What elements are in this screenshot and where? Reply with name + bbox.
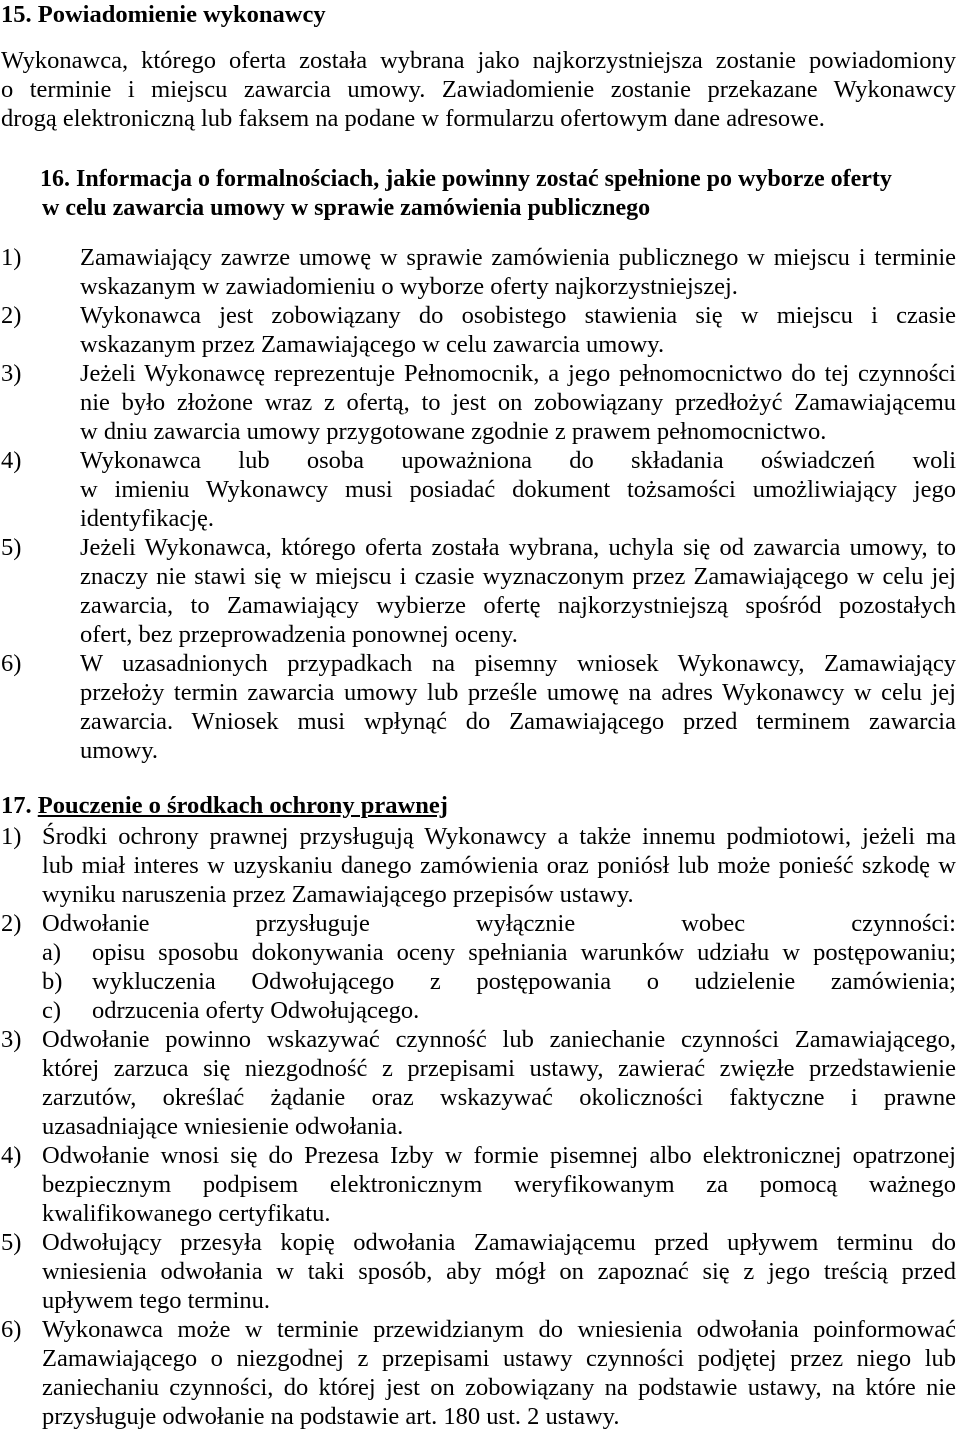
list-item	[0, 301, 960, 359]
list-item	[0, 822, 960, 909]
list-item	[0, 243, 960, 301]
text-line: lub miał interes w uzyskaniu danego zamówienia oraz poniósł lub może ponieść szkodę w	[42, 851, 956, 879]
section-number: 17.	[1, 791, 32, 819]
sub-item-letter: c)	[42, 996, 62, 1024]
item-number: 5)	[1, 533, 22, 561]
text-line: której zarzuca się niezgodność z przepisami ustawy, zawierać zwięzłe przedstawienie	[42, 1054, 956, 1082]
text-line: Środki ochrony prawnej przysługują Wykonawcy a także innemu podmiotowi, jeżeli ma	[42, 822, 956, 850]
section-number: 16.	[40, 166, 70, 192]
list-item	[0, 359, 960, 446]
item-text	[42, 1025, 956, 1141]
section-15-paragraph	[1, 46, 956, 133]
text-line: Odwołanie wnosi się do Prezesa Izby w formie pisemnej albo elektronicznej opatrzonej	[42, 1141, 956, 1169]
section-title: Informacja o formalnościach, jakie powinny zostać spełnione po wyborze oferty	[76, 166, 892, 192]
item-text	[42, 1141, 956, 1228]
item-text	[80, 359, 956, 446]
item-text	[80, 446, 956, 533]
text-line: nie było złożone wraz z ofertą, to jest on zobowiązany przedłożyć Zamawiającemu	[80, 388, 956, 416]
section-heading-line: w celu zawarcia umowy w sprawie zamówienia publicznego	[42, 195, 651, 221]
text-line: Wykonawca lub osoba upoważniona do składania oświadczeń woli	[80, 446, 956, 474]
sub-item	[42, 967, 956, 996]
text-line: Wykonawca, którego oferta została wybrana jako najkorzystniejsza zostanie powiadomiony	[1, 47, 956, 74]
item-number: 2)	[1, 909, 22, 937]
text-line: zarzutów, określać żądanie oraz wskazywać okoliczności faktyczne i prawne	[42, 1083, 956, 1111]
text-line: identyfikację.	[80, 504, 215, 532]
text-line: Jeżeli Wykonawca, którego oferta została wybrana, uchyla się od zawarcia umowy, to	[80, 533, 956, 561]
item-number: 4)	[1, 1141, 22, 1169]
section-title: Pouczenie o środkach ochrony prawnej	[37, 791, 448, 819]
item-text	[80, 649, 956, 765]
text-line: Jeżeli Wykonawcę reprezentuje Pełnomocnik, a jego pełnomocnictwo do tej czynności	[80, 359, 956, 387]
item-number: 4)	[1, 446, 22, 474]
text-line: Wykonawca jest zobowiązany do osobistego stawienia się w miejscu i czasie	[80, 301, 956, 329]
list-item	[0, 446, 960, 533]
text-line: o terminie i miejscu zawarcia umowy. Zawiadomienie zostanie przekazane Wykonawcy	[1, 76, 956, 103]
item-number: 6)	[1, 1315, 22, 1343]
text-line: wskazanym w zawiadomieniu o wyborze oferty najkorzystniejszej.	[80, 272, 738, 300]
section-heading-line	[40, 165, 960, 194]
text-line: ofert, bez przeprowadzenia ponownej oceny.	[80, 620, 518, 648]
section-16-heading	[0, 165, 960, 223]
item-number: 2)	[1, 301, 22, 329]
item-number: 3)	[1, 359, 22, 387]
section-17-list	[0, 822, 960, 1431]
text-line: Wykonawca może w terminie przewidzianym do wniesienia odwołania poinformować	[42, 1315, 956, 1343]
item-number: 5)	[1, 1228, 22, 1256]
list-item	[0, 533, 960, 649]
text-line: wskazanym przez Zamawiającego w celu zawarcia umowy.	[80, 330, 665, 358]
item-text	[80, 533, 956, 649]
text-line: umowy.	[80, 736, 159, 764]
list-item	[0, 1025, 960, 1141]
text-line: przełoży termin zawarcia umowy lub prześle umowę na adres Wykonawcy w celu jej	[80, 678, 956, 706]
text-line: Zamawiającego o niezgodnej z przepisami ustawy czynności podjętej przez niego lub	[42, 1344, 956, 1372]
sub-item-letter: b)	[42, 967, 63, 995]
section-number: 15.	[1, 1, 32, 28]
text-line: Odwołujący przesyła kopię odwołania Zamawiającemu przed upływem terminu do	[42, 1228, 956, 1256]
item-text	[80, 301, 956, 359]
sub-item-text: opisu sposobu dokonywania oceny spełniania warunków udziału w postępowaniu;	[92, 938, 956, 966]
text-line: w imieniu Wykonawcy musi posiadać dokument tożsamości umożliwiający jego	[80, 475, 956, 503]
text-line: wniesienia odwołania w taki sposób, aby mógł on zapoznać się z jego treścią przed	[42, 1257, 956, 1285]
item-number: 1)	[1, 243, 22, 271]
text-line: upływem tego terminu.	[42, 1286, 270, 1314]
text-line: zawarcia. Wniosek musi wpłynąć do Zamawiającego przed terminem zawarcia	[80, 707, 956, 735]
item-number: 3)	[1, 1025, 22, 1053]
item-number: 1)	[1, 822, 22, 850]
sub-item	[42, 996, 956, 1025]
text-line: W uzasadnionych przypadkach na pisemny wniosek Wykonawcy, Zamawiający	[80, 649, 956, 677]
text-line: Odwołanie powinno wskazywać czynność lub zaniechanie czynności Zamawiającego,	[42, 1025, 956, 1053]
item-text	[42, 1228, 956, 1315]
text-line: wyniku naruszenia przez Zamawiającego przepisów ustawy.	[42, 880, 634, 908]
section-title: Powiadomienie wykonawcy	[37, 1, 326, 28]
text-line: drogą elektroniczną lub faksem na podane w formularzu ofertowym dane adresowe.	[1, 105, 825, 132]
item-text	[42, 1315, 956, 1431]
text-line: bezpiecznym podpisem elektronicznym weryfikowanym za pomocą ważnego	[42, 1170, 956, 1198]
text-line: przysługuje odwołanie na podstawie art. 180 ust. 2 ustawy.	[42, 1402, 620, 1430]
item-text	[42, 909, 956, 1025]
section-17-heading	[1, 791, 960, 820]
sub-item-letter: a)	[42, 938, 62, 966]
text-line: uzasadniające wniesienie odwołania.	[42, 1112, 404, 1140]
text-line: w dniu zawarcia umowy przygotowane zgodnie z prawem pełnomocnictwo.	[80, 417, 827, 445]
text-line: Odwołanie przysługuje wyłącznie wobec czynności:	[42, 909, 956, 937]
section-16-list	[0, 243, 960, 765]
text-line: znaczy nie stawi się w miejscu i czasie wyznaczonym przez Zamawiającego w celu jej	[80, 562, 956, 590]
list-item	[0, 1228, 960, 1315]
list-item	[0, 1141, 960, 1228]
item-number: 6)	[1, 649, 22, 677]
text-line: kwalifikowanego certyfikatu.	[42, 1199, 331, 1227]
item-text	[42, 822, 956, 909]
sub-item-text: odrzucenia oferty Odwołującego.	[92, 996, 420, 1024]
text-line: zaniechaniu czynności, do której jest on zobowiązany na podstawie ustawy, na które nie	[42, 1373, 956, 1401]
sub-item	[42, 938, 956, 967]
sub-item-text: wykluczenia Odwołującego z postępowania o udzielenie zamówienia;	[92, 967, 956, 995]
item-text	[80, 243, 956, 301]
section-15-heading	[1, 0, 960, 29]
text-line: Zamawiający zawrze umowę w sprawie zamówienia publicznego w miejscu i terminie	[80, 243, 956, 271]
list-item	[0, 909, 960, 1025]
list-item	[0, 649, 960, 765]
text-line: zawarcia, to Zamawiający wybierze ofertę najkorzystniejszą spośród pozostałych	[80, 591, 956, 619]
list-item	[0, 1315, 960, 1431]
